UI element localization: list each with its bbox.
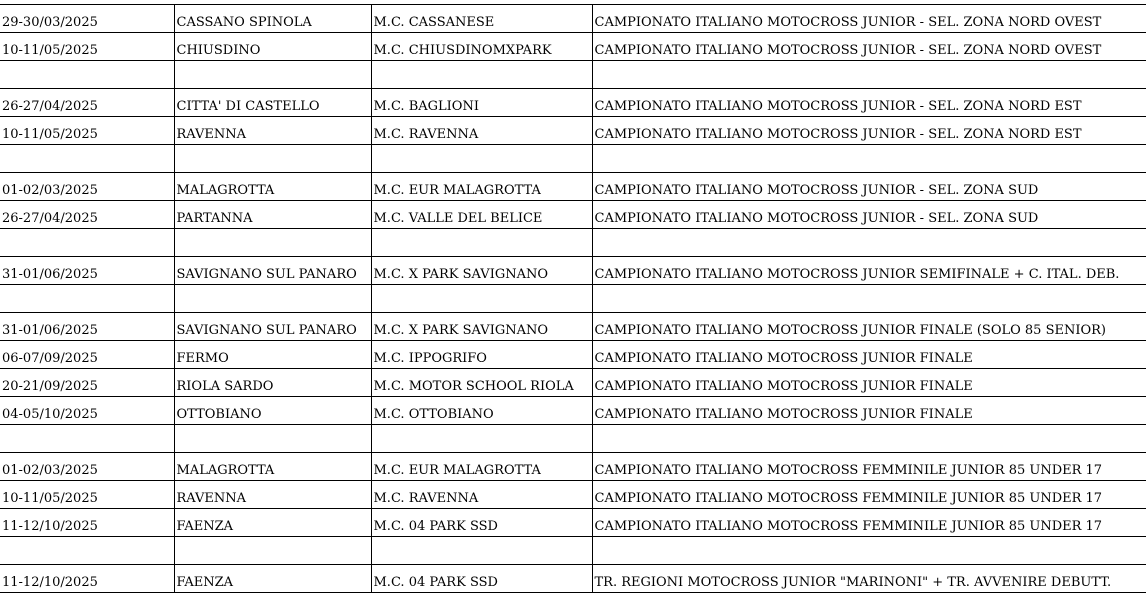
event-cell: [592, 285, 1146, 313]
date-cell: 10-11/05/2025: [0, 33, 174, 61]
event-cell: CAMPIONATO ITALIANO MOTOCROSS JUNIOR FINALE: [592, 397, 1146, 425]
club-cell: M.C. X PARK SAVIGNANO: [371, 257, 592, 285]
date-cell: 20-21/09/2025: [0, 369, 174, 397]
date-cell: 04-05/10/2025: [0, 397, 174, 425]
club-cell: M.C. BAGLIONI: [371, 89, 592, 117]
location-cell: [174, 145, 371, 173]
club-cell: M.C. CASSANESE: [371, 5, 592, 33]
club-cell: M.C. RAVENNA: [371, 117, 592, 145]
date-cell: 31-01/06/2025: [0, 313, 174, 341]
date-cell: [0, 425, 174, 453]
club-cell: M.C. 04 PARK SSD: [371, 565, 592, 593]
table-row: [0, 201, 1146, 229]
date-cell: [0, 537, 174, 565]
date-cell: 26-27/04/2025: [0, 201, 174, 229]
table-row: [0, 565, 1146, 593]
club-cell: M.C. 04 PARK SSD: [371, 509, 592, 537]
club-cell: M.C. RAVENNA: [371, 481, 592, 509]
event-cell: [592, 229, 1146, 257]
club-cell: M.C. VALLE DEL BELICE: [371, 201, 592, 229]
location-cell: RAVENNA: [174, 481, 371, 509]
table-row: [0, 5, 1146, 33]
date-cell: [0, 145, 174, 173]
table-row: [0, 61, 1146, 89]
event-cell: CAMPIONATO ITALIANO MOTOCROSS FEMMINILE JUNIOR 85 UNDER 17: [592, 453, 1146, 481]
club-cell: M.C. EUR MALAGROTTA: [371, 453, 592, 481]
event-cell: CAMPIONATO ITALIANO MOTOCROSS JUNIOR - SEL. ZONA NORD OVEST: [592, 33, 1146, 61]
club-cell: M.C. X PARK SAVIGNANO: [371, 313, 592, 341]
event-cell: CAMPIONATO ITALIANO MOTOCROSS FEMMINILE JUNIOR 85 UNDER 17: [592, 481, 1146, 509]
location-cell: PARTANNA: [174, 201, 371, 229]
table-row: [0, 145, 1146, 173]
location-cell: [174, 537, 371, 565]
table-row: [0, 453, 1146, 481]
location-cell: RIOLA SARDO: [174, 369, 371, 397]
location-cell: CITTA' DI CASTELLO: [174, 89, 371, 117]
location-cell: [174, 425, 371, 453]
table-row: [0, 257, 1146, 285]
schedule-table: [0, 4, 1146, 593]
date-cell: 06-07/09/2025: [0, 341, 174, 369]
date-cell: 01-02/03/2025: [0, 173, 174, 201]
table-row: [0, 537, 1146, 565]
date-cell: 10-11/05/2025: [0, 481, 174, 509]
location-cell: RAVENNA: [174, 117, 371, 145]
date-cell: [0, 61, 174, 89]
event-cell: TR. REGIONI MOTOCROSS JUNIOR "MARINONI" + TR. AVVENIRE DEBUTT.: [592, 565, 1146, 593]
location-cell: SAVIGNANO SUL PANARO: [174, 257, 371, 285]
table-row: [0, 341, 1146, 369]
event-cell: CAMPIONATO ITALIANO MOTOCROSS JUNIOR SEMIFINALE + C. ITAL. DEB.: [592, 257, 1146, 285]
table-row: [0, 425, 1146, 453]
schedule-table-body: [0, 5, 1146, 593]
location-cell: MALAGROTTA: [174, 453, 371, 481]
event-cell: CAMPIONATO ITALIANO MOTOCROSS JUNIOR FINALE: [592, 369, 1146, 397]
location-cell: CASSANO SPINOLA: [174, 5, 371, 33]
date-cell: [0, 229, 174, 257]
table-row: [0, 509, 1146, 537]
event-cell: CAMPIONATO ITALIANO MOTOCROSS JUNIOR - SEL. ZONA SUD: [592, 201, 1146, 229]
event-cell: CAMPIONATO ITALIANO MOTOCROSS FEMMINILE JUNIOR 85 UNDER 17: [592, 509, 1146, 537]
date-cell: 11-12/10/2025: [0, 509, 174, 537]
table-row: [0, 369, 1146, 397]
event-cell: [592, 537, 1146, 565]
table-row: [0, 33, 1146, 61]
location-cell: MALAGROTTA: [174, 173, 371, 201]
location-cell: SAVIGNANO SUL PANARO: [174, 313, 371, 341]
event-cell: CAMPIONATO ITALIANO MOTOCROSS JUNIOR - SEL. ZONA NORD EST: [592, 89, 1146, 117]
event-cell: CAMPIONATO ITALIANO MOTOCROSS JUNIOR - SEL. ZONA NORD OVEST: [592, 5, 1146, 33]
location-cell: OTTOBIANO: [174, 397, 371, 425]
table-row: [0, 481, 1146, 509]
club-cell: [371, 537, 592, 565]
club-cell: M.C. EUR MALAGROTTA: [371, 173, 592, 201]
club-cell: [371, 229, 592, 257]
location-cell: [174, 285, 371, 313]
event-cell: CAMPIONATO ITALIANO MOTOCROSS JUNIOR FINALE (SOLO 85 SENIOR): [592, 313, 1146, 341]
date-cell: 01-02/03/2025: [0, 453, 174, 481]
date-cell: 11-12/10/2025: [0, 565, 174, 593]
club-cell: [371, 285, 592, 313]
club-cell: M.C. CHIUSDINOMXPARK: [371, 33, 592, 61]
club-cell: M.C. IPPOGRIFO: [371, 341, 592, 369]
table-row: [0, 229, 1146, 257]
location-cell: [174, 229, 371, 257]
event-cell: CAMPIONATO ITALIANO MOTOCROSS JUNIOR FINALE: [592, 341, 1146, 369]
club-cell: [371, 61, 592, 89]
location-cell: [174, 61, 371, 89]
date-cell: 26-27/04/2025: [0, 89, 174, 117]
event-cell: [592, 425, 1146, 453]
table-row: [0, 89, 1146, 117]
club-cell: M.C. OTTOBIANO: [371, 397, 592, 425]
location-cell: CHIUSDINO: [174, 33, 371, 61]
event-cell: CAMPIONATO ITALIANO MOTOCROSS JUNIOR - SEL. ZONA SUD: [592, 173, 1146, 201]
table-row: [0, 285, 1146, 313]
club-cell: M.C. MOTOR SCHOOL RIOLA: [371, 369, 592, 397]
table-row: [0, 397, 1146, 425]
date-cell: 29-30/03/2025: [0, 5, 174, 33]
event-cell: CAMPIONATO ITALIANO MOTOCROSS JUNIOR - SEL. ZONA NORD EST: [592, 117, 1146, 145]
table-row: [0, 313, 1146, 341]
date-cell: 31-01/06/2025: [0, 257, 174, 285]
location-cell: FERMO: [174, 341, 371, 369]
location-cell: FAENZA: [174, 565, 371, 593]
table-row: [0, 173, 1146, 201]
event-cell: [592, 61, 1146, 89]
event-cell: [592, 145, 1146, 173]
club-cell: [371, 425, 592, 453]
table-row: [0, 117, 1146, 145]
date-cell: [0, 285, 174, 313]
club-cell: [371, 145, 592, 173]
location-cell: FAENZA: [174, 509, 371, 537]
date-cell: 10-11/05/2025: [0, 117, 174, 145]
